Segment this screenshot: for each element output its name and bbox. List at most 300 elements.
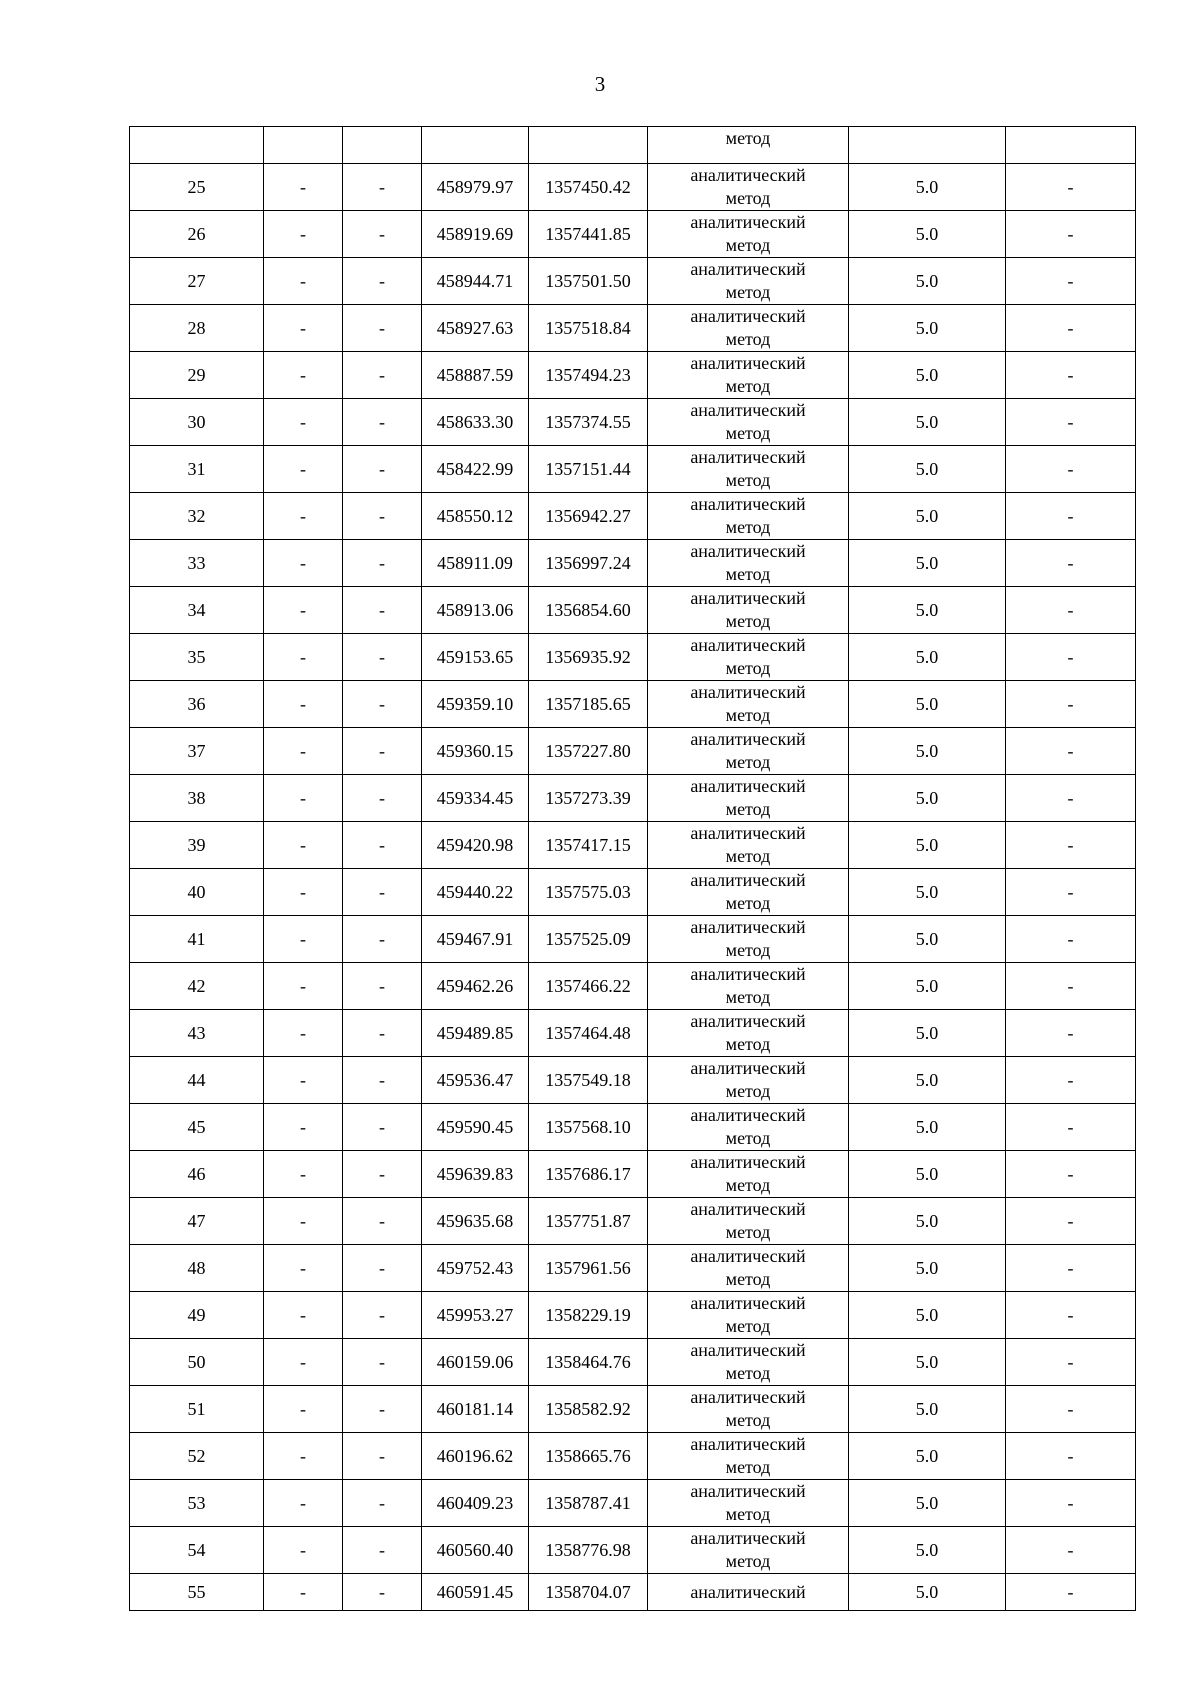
cell-col3: -: [343, 822, 422, 869]
method-line-2: метод: [725, 940, 771, 960]
table-row: [130, 211, 1136, 258]
method-line-2: метод: [725, 1128, 771, 1148]
cell-y: 1357417.15: [529, 822, 648, 869]
cell-point-number: 36: [130, 681, 264, 728]
cell-col2: -: [264, 634, 343, 681]
cell-accuracy: 5.0: [849, 963, 1006, 1010]
cell-col3: -: [343, 916, 422, 963]
method-line-1: аналитический: [690, 1481, 806, 1501]
cell-col3: -: [343, 634, 422, 681]
cell-col2: -: [264, 916, 343, 963]
cell-col2: -: [264, 1010, 343, 1057]
cell-x: 458550.12: [422, 493, 529, 540]
method-line-2: метод: [725, 1222, 771, 1242]
cell-method: [648, 1527, 849, 1574]
table-row: [130, 399, 1136, 446]
table-row: [130, 305, 1136, 352]
cell-accuracy: 5.0: [849, 587, 1006, 634]
table-row: [130, 916, 1136, 963]
cell-col3: -: [343, 1151, 422, 1198]
method-line-1: аналитический: [690, 1434, 806, 1454]
cell-col2: -: [264, 1480, 343, 1527]
method-line-1: аналитический: [690, 165, 806, 185]
cell-point-number: 26: [130, 211, 264, 258]
method-line-1: аналитический: [690, 494, 806, 514]
table-row: [130, 352, 1136, 399]
cell-x: [422, 127, 529, 164]
method-line-1: аналитический: [690, 729, 806, 749]
cell-col8: -: [1006, 916, 1136, 963]
cell-col3: -: [343, 493, 422, 540]
cell-method: [648, 1433, 849, 1480]
cell-method: [648, 634, 849, 681]
method-line-1: аналитический: [690, 1528, 806, 1548]
cell-col3: -: [343, 446, 422, 493]
method-line-1: аналитический: [690, 870, 806, 890]
cell-y: 1356997.24: [529, 540, 648, 587]
table-row: [130, 1480, 1136, 1527]
cell-method: [648, 1386, 849, 1433]
cell-x: 459334.45: [422, 775, 529, 822]
cell-col8: -: [1006, 211, 1136, 258]
cell-y: 1357227.80: [529, 728, 648, 775]
method-line-1: аналитический: [690, 1246, 806, 1266]
cell-x: 458422.99: [422, 446, 529, 493]
method-line-1: аналитический: [690, 1387, 806, 1407]
cell-col8: -: [1006, 352, 1136, 399]
cell-point-number: 49: [130, 1292, 264, 1339]
table-row: [130, 258, 1136, 305]
method-line-2: метод: [725, 705, 771, 725]
cell-point-number: 42: [130, 963, 264, 1010]
table-row: [130, 1151, 1136, 1198]
cell-col2: -: [264, 1574, 343, 1611]
cell-method: [648, 1339, 849, 1386]
cell-point-number: 50: [130, 1339, 264, 1386]
method-line-1: аналитический: [690, 1293, 806, 1313]
cell-point-number: 44: [130, 1057, 264, 1104]
cell-col8: -: [1006, 1292, 1136, 1339]
cell-x: 460560.40: [422, 1527, 529, 1574]
cell-method: [648, 1151, 849, 1198]
cell-y: 1356854.60: [529, 587, 648, 634]
cell-method: [648, 211, 849, 258]
cell-point-number: 40: [130, 869, 264, 916]
cell-col2: -: [264, 1104, 343, 1151]
cell-col2: -: [264, 963, 343, 1010]
cell-col3: -: [343, 1198, 422, 1245]
cell-col8: -: [1006, 258, 1136, 305]
cell-point-number: 53: [130, 1480, 264, 1527]
cell-y: 1357525.09: [529, 916, 648, 963]
cell-col2: -: [264, 540, 343, 587]
cell-col2: -: [264, 1292, 343, 1339]
cell-col3: -: [343, 305, 422, 352]
cell-accuracy: 5.0: [849, 493, 1006, 540]
method-line-2: метод: [725, 470, 771, 490]
table-row: [130, 1386, 1136, 1433]
cell-col8: -: [1006, 540, 1136, 587]
cell-y: 1357518.84: [529, 305, 648, 352]
cell-y: 1358704.07: [529, 1574, 648, 1611]
cell-col8: -: [1006, 1527, 1136, 1574]
cell-point-number: 32: [130, 493, 264, 540]
cell-method: [648, 399, 849, 446]
cell-point-number: 31: [130, 446, 264, 493]
cell-y: 1357961.56: [529, 1245, 648, 1292]
cell-col8: -: [1006, 1480, 1136, 1527]
cell-col2: [264, 127, 343, 164]
method-line-1: аналитический: [690, 635, 806, 655]
cell-point-number: 39: [130, 822, 264, 869]
cell-col3: -: [343, 1527, 422, 1574]
cell-accuracy: 5.0: [849, 399, 1006, 446]
method-line-2: метод: [725, 282, 771, 302]
cell-accuracy: 5.0: [849, 164, 1006, 211]
cell-col3: -: [343, 1574, 422, 1611]
cell-point-number: 37: [130, 728, 264, 775]
method-line-2: метод: [725, 564, 771, 584]
table-row: [130, 1574, 1136, 1611]
cell-y: 1356942.27: [529, 493, 648, 540]
cell-y: 1357374.55: [529, 399, 648, 446]
cell-col2: -: [264, 1527, 343, 1574]
cell-method: [648, 164, 849, 211]
cell-accuracy: 5.0: [849, 1433, 1006, 1480]
method-line-2: метод: [725, 1081, 771, 1101]
method-line-1: аналитический: [690, 823, 806, 843]
method-line-2: метод: [725, 987, 771, 1007]
cell-method: [648, 258, 849, 305]
cell-point-number: 48: [130, 1245, 264, 1292]
method-line-1: аналитический: [690, 259, 806, 279]
cell-col3: -: [343, 164, 422, 211]
table-row: [130, 446, 1136, 493]
cell-col8: -: [1006, 775, 1136, 822]
cell-accuracy: 5.0: [849, 869, 1006, 916]
cell-point-number: 35: [130, 634, 264, 681]
cell-col2: -: [264, 822, 343, 869]
table-row: [130, 587, 1136, 634]
method-line-1: аналитический: [690, 1058, 806, 1078]
cell-x: 460409.23: [422, 1480, 529, 1527]
cell-col8: -: [1006, 728, 1136, 775]
cell-y: 1357450.42: [529, 164, 648, 211]
cell-col3: -: [343, 399, 422, 446]
cell-col3: -: [343, 1292, 422, 1339]
cell-col8: -: [1006, 399, 1136, 446]
cell-x: 459536.47: [422, 1057, 529, 1104]
cell-y: 1357441.85: [529, 211, 648, 258]
cell-y: 1357751.87: [529, 1198, 648, 1245]
cell-x: 458944.71: [422, 258, 529, 305]
cell-point-number: 30: [130, 399, 264, 446]
cell-method: [648, 493, 849, 540]
table-row: [130, 1527, 1136, 1574]
cell-method: [648, 1574, 849, 1611]
table-row: [130, 775, 1136, 822]
cell-col2: -: [264, 1339, 343, 1386]
cell-accuracy: 5.0: [849, 258, 1006, 305]
cell-col3: -: [343, 963, 422, 1010]
cell-method: [648, 1010, 849, 1057]
cell-method: [648, 775, 849, 822]
method-line-2: метод: [725, 235, 771, 255]
cell-col8: [1006, 127, 1136, 164]
cell-accuracy: 5.0: [849, 728, 1006, 775]
cell-col2: -: [264, 352, 343, 399]
cell-col3: -: [343, 1339, 422, 1386]
method-line-1: аналитический: [690, 1581, 806, 1602]
cell-y: 1358582.92: [529, 1386, 648, 1433]
cell-accuracy: 5.0: [849, 1104, 1006, 1151]
method-line-1: аналитический: [690, 682, 806, 702]
cell-col2: -: [264, 164, 343, 211]
method-line-1: аналитический: [690, 212, 806, 232]
cell-x: 459590.45: [422, 1104, 529, 1151]
method-line-2: метод: [725, 1316, 771, 1336]
cell-col8: -: [1006, 869, 1136, 916]
cell-col8: -: [1006, 1339, 1136, 1386]
cell-accuracy: 5.0: [849, 1339, 1006, 1386]
cell-method: [648, 1198, 849, 1245]
cell-col3: -: [343, 775, 422, 822]
cell-accuracy: 5.0: [849, 1151, 1006, 1198]
cell-y: 1358776.98: [529, 1527, 648, 1574]
cell-col8: -: [1006, 1574, 1136, 1611]
cell-accuracy: 5.0: [849, 540, 1006, 587]
cell-col8: -: [1006, 1245, 1136, 1292]
cell-method: [648, 1292, 849, 1339]
cell-point-number: 55: [130, 1574, 264, 1611]
cell-x: 458919.69: [422, 211, 529, 258]
cell-x: 459440.22: [422, 869, 529, 916]
method-line-1: аналитический: [690, 447, 806, 467]
method-line-1: аналитический: [690, 400, 806, 420]
table-row: [130, 1292, 1136, 1339]
table-row: [130, 1198, 1136, 1245]
cell-accuracy: 5.0: [849, 1386, 1006, 1433]
table-row: [130, 822, 1136, 869]
method-line-1: аналитический: [690, 1340, 806, 1360]
cell-col8: -: [1006, 1151, 1136, 1198]
cell-col3: -: [343, 540, 422, 587]
table-row: [130, 634, 1136, 681]
cell-col2: -: [264, 1057, 343, 1104]
cell-col8: -: [1006, 1010, 1136, 1057]
method-line-1: аналитический: [690, 917, 806, 937]
method-line-2: метод: [725, 1034, 771, 1054]
cell-col2: -: [264, 446, 343, 493]
cell-col8: -: [1006, 1104, 1136, 1151]
cell-method: [648, 916, 849, 963]
method-line-2: метод: [725, 1504, 771, 1524]
cell-x: 460159.06: [422, 1339, 529, 1386]
method-line-1: аналитический: [690, 353, 806, 373]
cell-col3: -: [343, 258, 422, 305]
cell-col8: -: [1006, 305, 1136, 352]
method-line-2: метод: [725, 1551, 771, 1571]
cell-y: 1357464.48: [529, 1010, 648, 1057]
method-line-2: метод: [725, 423, 771, 443]
cell-col3: -: [343, 728, 422, 775]
cell-col2: -: [264, 211, 343, 258]
cell-x: 459953.27: [422, 1292, 529, 1339]
table-row-continued: [130, 127, 1136, 164]
cell-y: 1357501.50: [529, 258, 648, 305]
cell-col2: -: [264, 1198, 343, 1245]
cell-y: 1357494.23: [529, 352, 648, 399]
cell-col8: -: [1006, 634, 1136, 681]
cell-col2: -: [264, 493, 343, 540]
method-line-2: метод: [725, 611, 771, 631]
table-row: [130, 728, 1136, 775]
cell-method: [648, 963, 849, 1010]
cell-accuracy: 5.0: [849, 1292, 1006, 1339]
cell-col2: -: [264, 1433, 343, 1480]
cell-col2: -: [264, 775, 343, 822]
cell-col2: -: [264, 728, 343, 775]
cell-method: [648, 822, 849, 869]
method-line-2: метод: [725, 376, 771, 396]
cell-method: [648, 352, 849, 399]
cell-col3: -: [343, 1057, 422, 1104]
cell-accuracy: 5.0: [849, 1010, 1006, 1057]
method-line-1: аналитический: [690, 1152, 806, 1172]
method-line-1: аналитический: [690, 1105, 806, 1125]
cell-method: [648, 540, 849, 587]
cell-x: 458913.06: [422, 587, 529, 634]
cell-col2: -: [264, 258, 343, 305]
cell-col2: -: [264, 399, 343, 446]
cell-col8: -: [1006, 822, 1136, 869]
cell-accuracy: 5.0: [849, 305, 1006, 352]
method-line-2: метод: [725, 1363, 771, 1383]
coordinates-table: [129, 126, 1136, 1611]
cell-point-number: 52: [130, 1433, 264, 1480]
cell-y: 1357273.39: [529, 775, 648, 822]
cell-point-number: 54: [130, 1527, 264, 1574]
cell-col2: -: [264, 305, 343, 352]
method-text: метод: [725, 128, 771, 148]
cell-col2: -: [264, 681, 343, 728]
cell-col2: -: [264, 869, 343, 916]
table-row: [130, 493, 1136, 540]
table-row: [130, 1245, 1136, 1292]
cell-y: 1357151.44: [529, 446, 648, 493]
method-line-2: метод: [725, 1269, 771, 1289]
cell-point-number: 46: [130, 1151, 264, 1198]
cell-col2: -: [264, 1245, 343, 1292]
cell-col8: -: [1006, 1433, 1136, 1480]
cell-col3: -: [343, 1245, 422, 1292]
cell-point-number: 43: [130, 1010, 264, 1057]
cell-col8: -: [1006, 1057, 1136, 1104]
cell-x: 459462.26: [422, 963, 529, 1010]
cell-point-number: 47: [130, 1198, 264, 1245]
cell-accuracy: [849, 127, 1006, 164]
cell-x: 459359.10: [422, 681, 529, 728]
method-line-2: метод: [725, 658, 771, 678]
cell-x: 459420.98: [422, 822, 529, 869]
method-line-1: аналитический: [690, 541, 806, 561]
cell-point-number: 41: [130, 916, 264, 963]
cell-x: 459639.83: [422, 1151, 529, 1198]
cell-y: 1357466.22: [529, 963, 648, 1010]
cell-y: 1358229.19: [529, 1292, 648, 1339]
cell-x: 459153.65: [422, 634, 529, 681]
cell-x: 458927.63: [422, 305, 529, 352]
cell-accuracy: 5.0: [849, 352, 1006, 399]
method-line-2: метод: [725, 1175, 771, 1195]
cell-col8: -: [1006, 1198, 1136, 1245]
cell-x: 459360.15: [422, 728, 529, 775]
cell-point-number: 33: [130, 540, 264, 587]
cell-col3: -: [343, 681, 422, 728]
method-line-1: аналитический: [690, 776, 806, 796]
method-line-1: аналитический: [690, 1199, 806, 1219]
table-row: [130, 1339, 1136, 1386]
cell-accuracy: 5.0: [849, 446, 1006, 493]
method-line-2: метод: [725, 893, 771, 913]
cell-x: 460196.62: [422, 1433, 529, 1480]
cell-method: [648, 1480, 849, 1527]
cell-point-number: 34: [130, 587, 264, 634]
page-number: 3: [594, 72, 606, 96]
cell-method: [648, 446, 849, 493]
table-row: [130, 963, 1136, 1010]
table-row: [130, 164, 1136, 211]
cell-accuracy: 5.0: [849, 1480, 1006, 1527]
cell-col8: -: [1006, 493, 1136, 540]
cell-col3: -: [343, 352, 422, 399]
cell-col3: -: [343, 1386, 422, 1433]
cell-col8: -: [1006, 446, 1136, 493]
cell-y: 1358665.76: [529, 1433, 648, 1480]
cell-y: 1357185.65: [529, 681, 648, 728]
cell-method: [648, 127, 849, 164]
method-line-2: метод: [725, 1410, 771, 1430]
method-line-1: аналитический: [690, 588, 806, 608]
cell-x: 458887.59: [422, 352, 529, 399]
table-row: [130, 1433, 1136, 1480]
cell-method: [648, 1245, 849, 1292]
cell-point-number: 27: [130, 258, 264, 305]
cell-x: 458979.97: [422, 164, 529, 211]
cell-accuracy: 5.0: [849, 1574, 1006, 1611]
cell-y: 1358464.76: [529, 1339, 648, 1386]
cell-y: 1357549.18: [529, 1057, 648, 1104]
cell-method: [648, 587, 849, 634]
table-row: [130, 1057, 1136, 1104]
cell-point-number: 25: [130, 164, 264, 211]
cell-method: [648, 305, 849, 352]
cell-col2: -: [264, 1151, 343, 1198]
cell-col8: -: [1006, 164, 1136, 211]
cell-accuracy: 5.0: [849, 916, 1006, 963]
table-row: [130, 681, 1136, 728]
cell-accuracy: 5.0: [849, 634, 1006, 681]
method-line-2: метод: [725, 329, 771, 349]
table-row: [130, 869, 1136, 916]
method-line-2: метод: [725, 799, 771, 819]
method-line-2: метод: [725, 846, 771, 866]
cell-point-number: 28: [130, 305, 264, 352]
cell-point-number: 51: [130, 1386, 264, 1433]
cell-accuracy: 5.0: [849, 775, 1006, 822]
method-line-2: метод: [725, 517, 771, 537]
cell-y: 1357575.03: [529, 869, 648, 916]
